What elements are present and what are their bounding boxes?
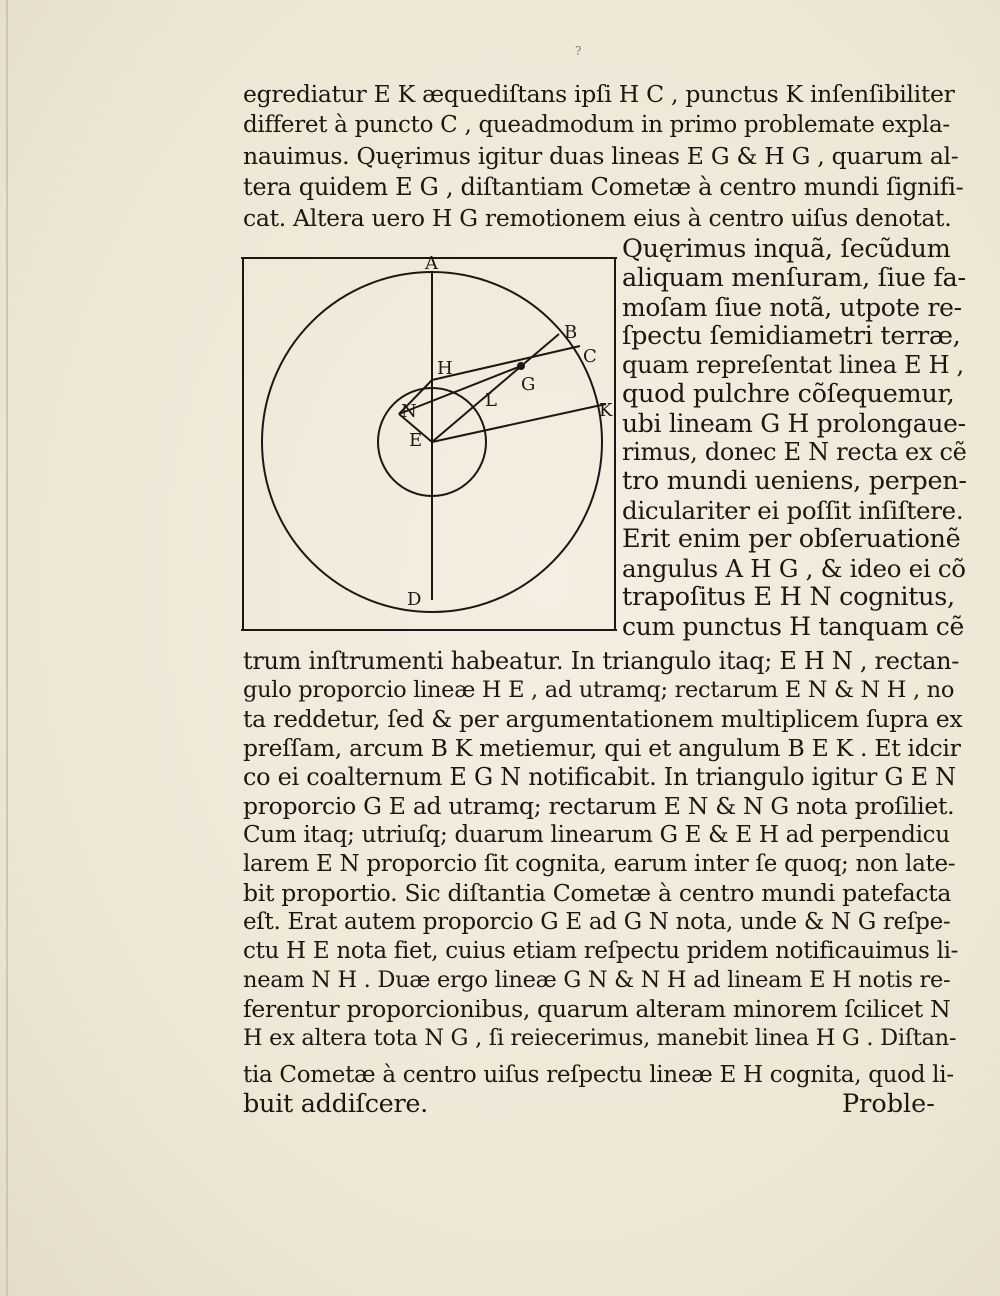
text-line: bit proportio. Sic diſtantia Cometæ à centro mundi patefacta [243,879,952,907]
side-text-line: ubi lineam G H prolongaue- [622,409,966,438]
label-L: L [485,390,497,411]
side-text-line: angulus A H G , & ideo ei cõ [622,554,966,583]
text-line: eſt. Erat autem proporcio G E ad G N nota, unde & N G reſpe- [243,909,951,935]
side-text-line: ſpectu ſemidiametri terræ, [622,321,961,351]
label-G: G [521,374,536,395]
label-E: E [409,430,423,451]
text-line: larem E N proporcio ſit cognita, earum inter ſe quoq; non late- [243,851,956,877]
text-line: proporcio G E ad utramq; rectarum E N & N G nota proſiliet. [243,792,955,820]
text-line: buit addiſcere. [243,1089,428,1119]
line-H-C [432,346,580,380]
label-K: K [599,400,613,421]
text-line: ctu H E nota fiet, cuius etiam reſpectu pridem notificauimus li- [243,938,959,964]
line-E-K [432,404,606,442]
side-text-line: moſam ſiue notã, utpote re- [622,293,962,322]
side-text-line: trapoſitus E H N cognitus, [622,582,955,612]
text-line: cat. Altera uero H G remotionem eius à centro uiſus denotat. [243,204,952,232]
line-E-B [432,334,559,442]
label-H: H [437,358,453,379]
side-text-line: aliquam menſuram, ſiue fa- [622,263,966,293]
figure-svg [239,244,619,634]
text-line: Cum itaq; utriuſq; duarum linearum G E & E H ad perpendicu [243,822,950,848]
text-line: differet à puncto C , queadmodum in primo problemate expla- [243,112,950,138]
text-line: gulo proporcio lineæ H E , ad utramq; rectarum E N & N H , no [243,677,955,703]
page-edge [6,0,8,1296]
text-line: trum inſtrumenti habeatur. In triangulo itaq; E H N , rectan- [243,647,960,675]
text-line: co ei coalternum E G N notificabit. In triangulo igitur G E N [243,763,956,791]
side-text-line: quam repreſentat linea E H , [622,351,964,379]
side-text-line: cum punctus H tanquam cẽ [622,612,964,641]
text-line: egrediatur E K æquediſtans ipſi H C , punctus K inſenſibiliter [243,80,955,108]
text-line: preſſam, arcum B K metiemur, qui et angulum B E K . Et idcir [243,734,961,762]
side-text-line: quod pulchre cõſequemur, [622,379,955,409]
side-text-line: diculariter ei poſſit inſiſtere. [622,496,964,525]
side-text-line: rimus, donec E N recta ex cẽ [622,438,967,466]
text-line: H ex altera tota N G , ſi reiecerimus, manebit linea H G . Diſtan- [243,1025,957,1051]
comet-point [517,362,525,370]
text-line: nauimus. Quęrimus igitur duas lineas E G & H G , quarum al- [243,142,959,170]
catchword: Proble- [842,1089,935,1119]
label-D: D [407,589,422,610]
label-B: B [564,322,578,343]
text-line: tia Cometæ à centro uiſus reſpectu lineæ E H cognita, quod li- [243,1062,954,1088]
side-text-line: tro mundi ueniens, perpen- [622,466,967,496]
text-line: neam N H . Duæ ergo lineæ G N & N H ad lineam E H notis re- [243,967,951,993]
side-text-line: Erit enim per obſeruationẽ [622,524,961,554]
side-text-line: Quęrimus inquã, ſecũdum [622,234,951,264]
label-A: A [425,253,438,274]
label-C: C [583,346,597,367]
text-line: ta reddetur, ſed & per argumentationem multiplicem ſupra ex [243,705,963,733]
text-line: ferentur proporcionibus, quarum alteram minorem ſcilicet N [243,995,951,1023]
label-N: N [401,401,417,422]
geometric-figure [239,244,619,634]
text-line: tera quidem E G , diſtantiam Cometæ à centro mundi ſignifi- [243,173,964,201]
folio-mark: ? [575,44,582,58]
